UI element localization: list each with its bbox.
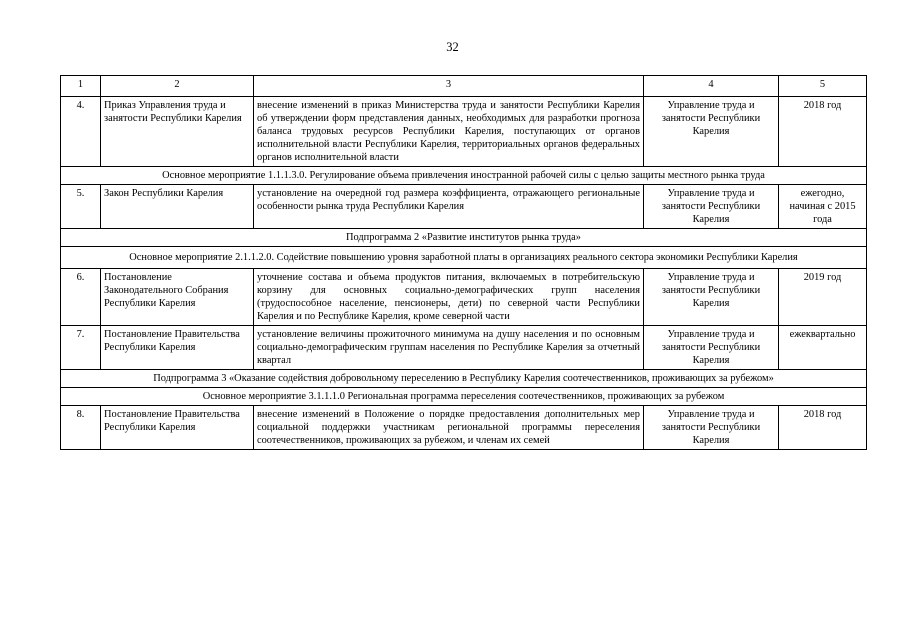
row-term: 2019 год <box>779 269 867 326</box>
row-content: внесение изменений в приказ Министерства труда и занятости Республики Карелия об утверждении форм представления данных, необходимых для разработки прогноза баланса трудовых ресурсов Республики Карелия, поступающих от органов исполнительной власти Республики Карелия, территориальных органов федеральных органов исполнительной власти <box>254 97 644 167</box>
header-col-1: 1 <box>61 76 101 97</box>
section-heading: Основное мероприятие 2.1.1.2.0. Содействие повышению уровня заработной платы в организациях реального сектора экономики Республики Карелия <box>61 247 867 269</box>
row-number: 6. <box>61 269 101 326</box>
section-heading: Основное мероприятие 3.1.1.1.0 Региональная программа переселения соотечественников, проживающих за рубежом <box>61 388 867 406</box>
row-term: 2018 год <box>779 97 867 167</box>
section-row <box>61 229 867 247</box>
row-term: ежеквартально <box>779 326 867 370</box>
row-document: Закон Республики Карелия <box>101 185 254 229</box>
row-term: 2018 год <box>779 406 867 450</box>
row-content: внесение изменений в Положение о порядке предоставления дополнительных мер социальной поддержки участникам региональной программы переселения соотечественников, проживающих за рубежом, и членам их семей <box>254 406 644 450</box>
header-col-4: 4 <box>644 76 779 97</box>
header-col-2: 2 <box>101 76 254 97</box>
row-content: уточнение состава и объема продуктов питания, включаемых в потребительскую корзину для основных социально-демографических групп населения (трудоспособное население, пенсионеры, дети) по северной части Республики Карелия и по Республике Карелия, кроме северной части <box>254 269 644 326</box>
section-heading: Подпрограмма 2 «Развитие институтов рынка труда» <box>61 229 867 247</box>
section-row <box>61 388 867 406</box>
section-row <box>61 167 867 185</box>
table-row <box>61 97 867 167</box>
row-term: ежегодно, начиная с 2015 года <box>779 185 867 229</box>
row-content: установление величины прожиточного минимума на душу населения и по основным социально-демографическим группам населения по Республике Карелия за отчетный квартал <box>254 326 644 370</box>
header-col-3: 3 <box>254 76 644 97</box>
table-row <box>61 326 867 370</box>
legal-acts-table <box>60 75 867 450</box>
row-responsible: Управление труда и занятости Республики Карелия <box>644 269 779 326</box>
table-row <box>61 269 867 326</box>
row-document: Постановление Правительства Республики Карелия <box>101 406 254 450</box>
row-responsible: Управление труда и занятости Республики Карелия <box>644 326 779 370</box>
row-document: Постановление Законодательного Собрания Республики Карелия <box>101 269 254 326</box>
row-responsible: Управление труда и занятости Республики Карелия <box>644 185 779 229</box>
table-row <box>61 185 867 229</box>
table-row <box>61 406 867 450</box>
row-number: 4. <box>61 97 101 167</box>
row-document: Приказ Управления труда и занятости Республики Карелия <box>101 97 254 167</box>
row-number: 7. <box>61 326 101 370</box>
section-row <box>61 370 867 388</box>
row-number: 5. <box>61 185 101 229</box>
section-heading: Основное мероприятие 1.1.1.3.0. Регулирование объема привлечения иностранной рабочей силы с целью защиты местного рынка труда <box>61 167 867 185</box>
row-number: 8. <box>61 406 101 450</box>
section-row <box>61 247 867 269</box>
section-heading: Подпрограмма 3 «Оказание содействия добровольному переселению в Республику Карелия соотечественников, проживающих за рубежом» <box>61 370 867 388</box>
row-content: установление на очередной год размера коэффициента, отражающего региональные особенности рынка труда Республики Карелия <box>254 185 644 229</box>
table-header-row <box>61 76 867 97</box>
row-document: Постановление Правительства Республики Карелия <box>101 326 254 370</box>
row-responsible: Управление труда и занятости Республики Карелия <box>644 406 779 450</box>
header-col-5: 5 <box>779 76 867 97</box>
row-responsible: Управление труда и занятости Республики Карелия <box>644 97 779 167</box>
page-number: 32 <box>446 40 459 54</box>
